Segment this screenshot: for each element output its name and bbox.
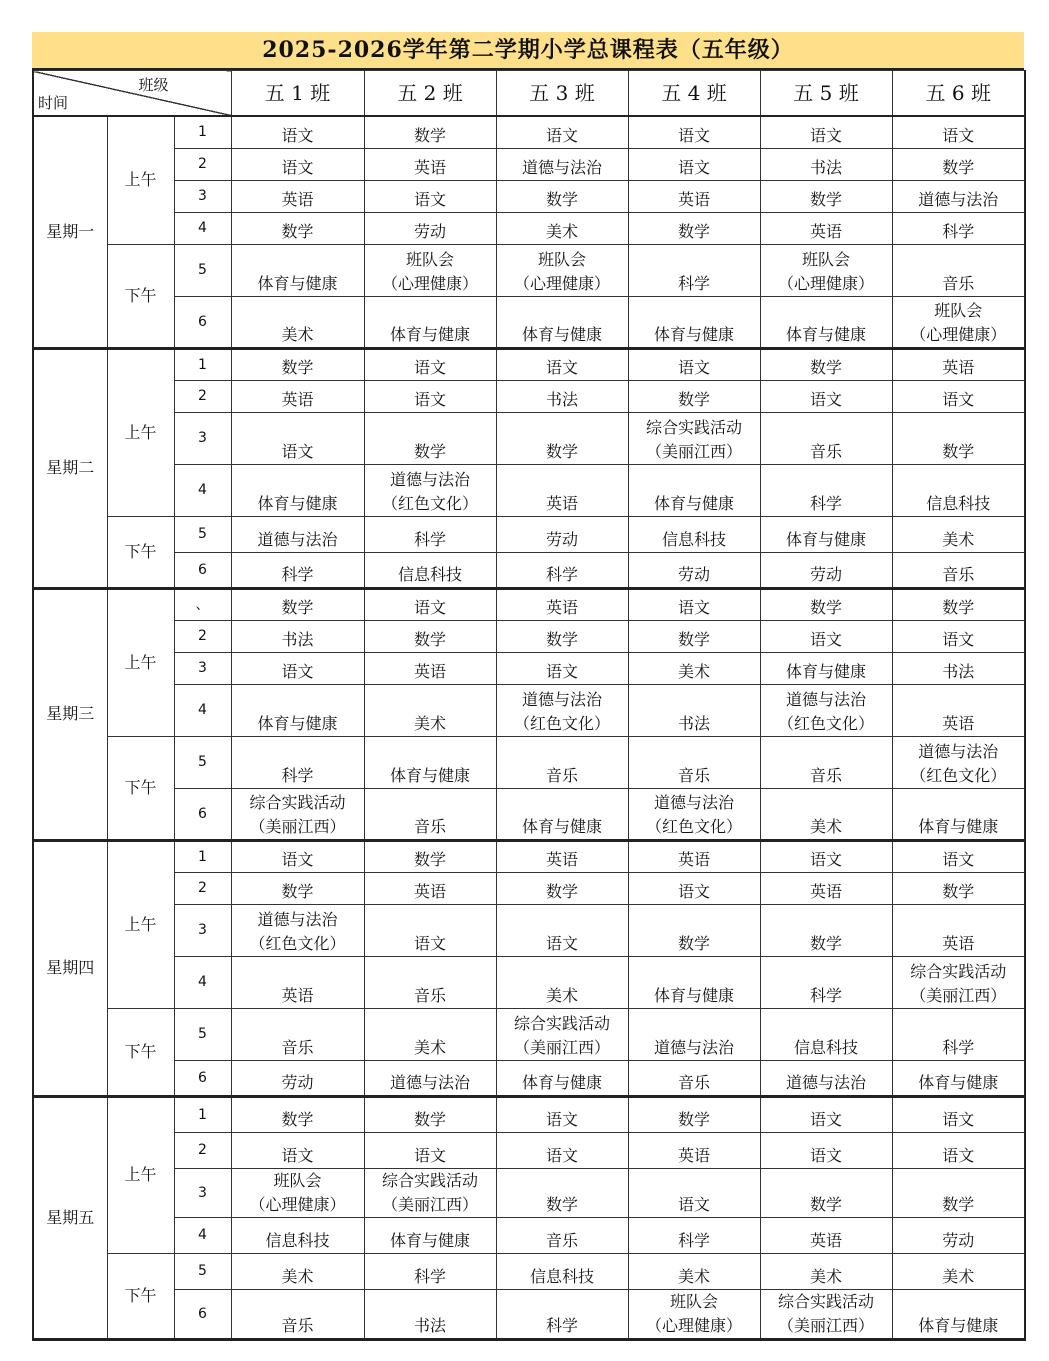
period-number: 1 [174,1096,231,1132]
morning-label: 上午 [107,116,174,244]
schedule-row [33,1217,1025,1253]
afternoon-label: 下午 [107,244,174,348]
day-label: 星期二 [33,348,107,588]
subject-cell: 美术 [892,1253,1025,1289]
subject-cell: 数学 [892,1168,1025,1217]
subject-cell: 语文 [496,904,628,956]
subject-cell: 数学 [496,180,628,212]
subject-cell: 美术 [231,1253,364,1289]
subject-cell: 数学 [892,872,1025,904]
period-number: 、 [174,588,231,620]
subject-cell: 书法 [496,380,628,412]
subject-cell: 劳动 [496,516,628,552]
subject-cell: 音乐 [628,736,760,788]
period-number: 4 [174,956,231,1008]
schedule-row [33,148,1025,180]
subject-cell: 英语 [628,1132,760,1168]
subject-cell: 科学 [892,212,1025,244]
subject-cell: 信息科技 [628,516,760,552]
subject-cell: 数学 [231,212,364,244]
schedule-row [33,412,1025,464]
subject-cell: 体育与健康 [760,652,892,684]
subject-cell: 书法 [364,1289,496,1339]
subject-cell: 语文 [892,840,1025,872]
schedule-row [33,652,1025,684]
period-number: 2 [174,148,231,180]
subject-cell: 音乐 [628,1060,760,1096]
subject-cell: 语文 [628,1168,760,1217]
period-number: 6 [174,788,231,840]
subject-cell: 美术 [760,1253,892,1289]
subject-cell: 音乐 [760,412,892,464]
schedule-row [33,1132,1025,1168]
subject-cell: 数学 [231,1096,364,1132]
subject-cell: 英语 [231,180,364,212]
subject-cell: 科学 [628,1217,760,1253]
subject-cell: 数学 [231,872,364,904]
subject-cell: 劳动 [628,552,760,588]
subject-cell: 美术 [628,1253,760,1289]
subject-cell: 信息科技 [231,1217,364,1253]
subject-cell: 美术 [496,956,628,1008]
subject-cell: 美术 [364,684,496,736]
schedule-row [33,516,1025,552]
period-number: 1 [174,116,231,148]
subject-cell: 语文 [364,1132,496,1168]
class-header: 五 4 班 [628,71,760,117]
subject-cell: 语文 [231,148,364,180]
subject-cell: 语文 [760,1132,892,1168]
subject-cell: 道德与法治 （红色文化） [496,684,628,736]
subject-cell: 英语 [231,380,364,412]
schedule-row [33,464,1025,516]
subject-cell: 语文 [496,348,628,380]
subject-cell: 英语 [496,464,628,516]
subject-cell: 语文 [364,380,496,412]
subject-cell: 语文 [231,412,364,464]
subject-cell: 班队会 （心理健康） [496,244,628,296]
subject-cell: 劳动 [892,1217,1025,1253]
subject-cell: 综合实践活动 （美丽江西） [760,1289,892,1339]
period-number: 3 [174,652,231,684]
schedule-row [33,736,1025,788]
subject-cell: 语文 [231,116,364,148]
afternoon-label: 下午 [107,1008,174,1096]
subject-cell: 语文 [760,380,892,412]
subject-cell: 语文 [628,148,760,180]
subject-cell: 数学 [760,180,892,212]
period-number: 5 [174,1008,231,1060]
period-number: 3 [174,904,231,956]
subject-cell: 道德与法治 （红色文化） [760,684,892,736]
subject-cell: 道德与法治 [231,516,364,552]
subject-cell: 音乐 [364,956,496,1008]
subject-cell: 综合实践活动 （美丽江西） [231,788,364,840]
subject-cell: 语文 [892,1096,1025,1132]
subject-cell: 班队会 （心理健康） [628,1289,760,1339]
afternoon-label: 下午 [107,736,174,840]
subject-cell: 数学 [496,1168,628,1217]
subject-cell: 科学 [760,956,892,1008]
subject-cell: 道德与法治 [892,180,1025,212]
class-header: 五 6 班 [892,71,1025,117]
schedule-row [33,620,1025,652]
period-number: 5 [174,244,231,296]
subject-cell: 信息科技 [496,1253,628,1289]
morning-label: 上午 [107,588,174,736]
schedule-row [33,788,1025,840]
corner-cell [33,71,231,117]
subject-cell: 数学 [364,840,496,872]
subject-cell: 体育与健康 [496,296,628,348]
subject-cell: 信息科技 [760,1008,892,1060]
subject-cell: 科学 [364,1253,496,1289]
subject-cell: 劳动 [231,1060,364,1096]
subject-cell: 数学 [760,904,892,956]
subject-cell: 语文 [892,620,1025,652]
subject-cell: 英语 [364,148,496,180]
subject-cell: 语文 [364,180,496,212]
schedule-row [33,380,1025,412]
schedule-row [33,212,1025,244]
subject-cell: 语文 [760,620,892,652]
period-number: 6 [174,552,231,588]
schedule-row [33,904,1025,956]
subject-cell: 英语 [628,840,760,872]
subject-cell: 体育与健康 [760,516,892,552]
subject-cell: 美术 [364,1008,496,1060]
subject-cell: 语文 [892,380,1025,412]
day-label: 星期一 [33,116,107,348]
subject-cell: 数学 [760,1168,892,1217]
subject-cell: 书法 [231,620,364,652]
subject-cell: 体育与健康 [628,956,760,1008]
subject-cell: 道德与法治 [628,1008,760,1060]
subject-cell: 体育与健康 [628,296,760,348]
period-number: 6 [174,296,231,348]
header-row [33,71,1025,117]
subject-cell: 道德与法治 （红色文化） [892,736,1025,788]
class-header: 五 1 班 [231,71,364,117]
subject-cell: 英语 [892,348,1025,380]
period-number: 1 [174,348,231,380]
subject-cell: 语文 [628,872,760,904]
period-number: 2 [174,380,231,412]
schedule-row [33,348,1025,380]
subject-cell: 道德与法治 （红色文化） [364,464,496,516]
subject-cell: 数学 [496,412,628,464]
subject-cell: 音乐 [496,1217,628,1253]
subject-cell: 音乐 [496,736,628,788]
subject-cell: 体育与健康 [231,684,364,736]
subject-cell: 语文 [892,1132,1025,1168]
subject-cell: 体育与健康 [364,736,496,788]
schedule-row [33,296,1025,348]
subject-cell: 美术 [628,652,760,684]
subject-cell: 体育与健康 [364,296,496,348]
schedule-row [33,116,1025,148]
subject-cell: 英语 [364,872,496,904]
subject-cell: 数学 [364,620,496,652]
subject-cell: 语文 [760,1096,892,1132]
subject-cell: 体育与健康 [231,244,364,296]
subject-cell: 科学 [628,244,760,296]
schedule-row [33,1060,1025,1096]
subject-cell: 语文 [231,840,364,872]
morning-label: 上午 [107,348,174,516]
period-number: 4 [174,464,231,516]
day-label: 星期三 [33,588,107,840]
schedule-row [33,1253,1025,1289]
subject-cell: 综合实践活动 （美丽江西） [628,412,760,464]
subject-cell: 语文 [496,1096,628,1132]
subject-cell: 语文 [892,116,1025,148]
subject-cell: 数学 [628,380,760,412]
subject-cell: 体育与健康 [496,1060,628,1096]
subject-cell: 语文 [760,116,892,148]
subject-cell: 综合实践活动 （美丽江西） [496,1008,628,1060]
subject-cell: 道德与法治 [364,1060,496,1096]
subject-cell: 科学 [364,516,496,552]
subject-cell: 信息科技 [364,552,496,588]
subject-cell: 语文 [496,652,628,684]
subject-cell: 英语 [760,1217,892,1253]
subject-cell: 语文 [496,116,628,148]
subject-cell: 美术 [760,788,892,840]
subject-cell: 音乐 [364,788,496,840]
subject-cell: 班队会 （心理健康） [364,244,496,296]
subject-cell: 语文 [364,588,496,620]
subject-cell: 道德与法治 （红色文化） [231,904,364,956]
subject-cell: 班队会 （心理健康） [760,244,892,296]
corner-class-label: 班级 [138,76,169,94]
class-header: 五 2 班 [364,71,496,117]
period-number: 2 [174,872,231,904]
subject-cell: 美术 [892,516,1025,552]
subject-cell: 综合实践活动 （美丽江西） [892,956,1025,1008]
subject-cell: 科学 [231,736,364,788]
subject-cell: 语文 [628,588,760,620]
subject-cell: 英语 [892,904,1025,956]
class-header: 五 3 班 [496,71,628,117]
subject-cell: 数学 [628,212,760,244]
period-number: 6 [174,1060,231,1096]
subject-cell: 书法 [760,148,892,180]
subject-cell: 体育与健康 [496,788,628,840]
schedule-row [33,1008,1025,1060]
subject-cell: 音乐 [231,1289,364,1339]
subject-cell: 道德与法治 [760,1060,892,1096]
period-number: 3 [174,1168,231,1217]
period-number: 5 [174,516,231,552]
schedule-row [33,684,1025,736]
subject-cell: 英语 [760,872,892,904]
subject-cell: 书法 [892,652,1025,684]
subject-cell: 数学 [231,588,364,620]
subject-cell: 劳动 [364,212,496,244]
subject-cell: 语文 [760,840,892,872]
subject-cell: 数学 [760,588,892,620]
subject-cell: 语文 [364,348,496,380]
subject-cell: 体育与健康 [760,296,892,348]
subject-cell: 数学 [364,412,496,464]
subject-cell: 科学 [231,552,364,588]
subject-cell: 综合实践活动 （美丽江西） [364,1168,496,1217]
period-number: 3 [174,180,231,212]
subject-cell: 音乐 [231,1008,364,1060]
schedule-row [33,552,1025,588]
subject-cell: 语文 [231,1132,364,1168]
subject-cell: 美术 [231,296,364,348]
subject-cell: 体育与健康 [892,1289,1025,1339]
subject-cell: 数学 [628,1096,760,1132]
period-number: 2 [174,620,231,652]
period-number: 4 [174,684,231,736]
page-title: 2025-2026学年第二学期小学总课程表（五年级） [32,32,1024,70]
subject-cell: 科学 [892,1008,1025,1060]
day-label: 星期五 [33,1096,107,1339]
period-number: 5 [174,1253,231,1289]
subject-cell: 语文 [231,652,364,684]
subject-cell: 劳动 [760,552,892,588]
subject-cell: 音乐 [760,736,892,788]
subject-cell: 信息科技 [892,464,1025,516]
subject-cell: 英语 [496,840,628,872]
schedule-row [33,1168,1025,1217]
period-number: 6 [174,1289,231,1339]
schedule-table [32,70,1026,1341]
subject-cell: 班队会 （心理健康） [892,296,1025,348]
subject-cell: 数学 [231,348,364,380]
subject-cell: 语文 [628,348,760,380]
subject-cell: 体育与健康 [628,464,760,516]
subject-cell: 科学 [496,1289,628,1339]
subject-cell: 英语 [231,956,364,1008]
afternoon-label: 下午 [107,516,174,588]
schedule-row [33,872,1025,904]
schedule-sheet [32,32,1024,1341]
subject-cell: 科学 [760,464,892,516]
morning-label: 上午 [107,1096,174,1253]
subject-cell: 体育与健康 [231,464,364,516]
subject-cell: 英语 [364,652,496,684]
subject-cell: 数学 [364,116,496,148]
subject-cell: 数学 [496,872,628,904]
corner-time-label: 时间 [38,94,69,112]
subject-cell: 体育与健康 [364,1217,496,1253]
subject-cell: 道德与法治 [496,148,628,180]
period-number: 3 [174,412,231,464]
schedule-row [33,1289,1025,1339]
period-number: 2 [174,1132,231,1168]
subject-cell: 数学 [760,348,892,380]
schedule-row [33,1096,1025,1132]
subject-cell: 数学 [496,620,628,652]
schedule-row [33,588,1025,620]
subject-cell: 体育与健康 [892,1060,1025,1096]
subject-cell: 英语 [496,588,628,620]
subject-cell: 英语 [628,180,760,212]
subject-cell: 书法 [628,684,760,736]
day-label: 星期四 [33,840,107,1096]
class-header: 五 5 班 [760,71,892,117]
period-number: 5 [174,736,231,788]
subject-cell: 英语 [892,684,1025,736]
subject-cell: 数学 [892,412,1025,464]
schedule-row [33,840,1025,872]
period-number: 4 [174,1217,231,1253]
afternoon-label: 下午 [107,1253,174,1339]
period-number: 1 [174,840,231,872]
subject-cell: 数学 [892,148,1025,180]
schedule-row [33,956,1025,1008]
subject-cell: 音乐 [892,244,1025,296]
subject-cell: 语文 [496,1132,628,1168]
subject-cell: 语文 [364,904,496,956]
subject-cell: 美术 [496,212,628,244]
subject-cell: 数学 [892,588,1025,620]
period-number: 4 [174,212,231,244]
subject-cell: 音乐 [892,552,1025,588]
schedule-row [33,180,1025,212]
subject-cell: 班队会 （心理健康） [231,1168,364,1217]
subject-cell: 英语 [760,212,892,244]
morning-label: 上午 [107,840,174,1008]
subject-cell: 数学 [628,620,760,652]
schedule-row [33,244,1025,296]
subject-cell: 语文 [628,116,760,148]
subject-cell: 科学 [496,552,628,588]
subject-cell: 数学 [364,1096,496,1132]
subject-cell: 道德与法治 （红色文化） [628,788,760,840]
subject-cell: 数学 [628,904,760,956]
subject-cell: 体育与健康 [892,788,1025,840]
